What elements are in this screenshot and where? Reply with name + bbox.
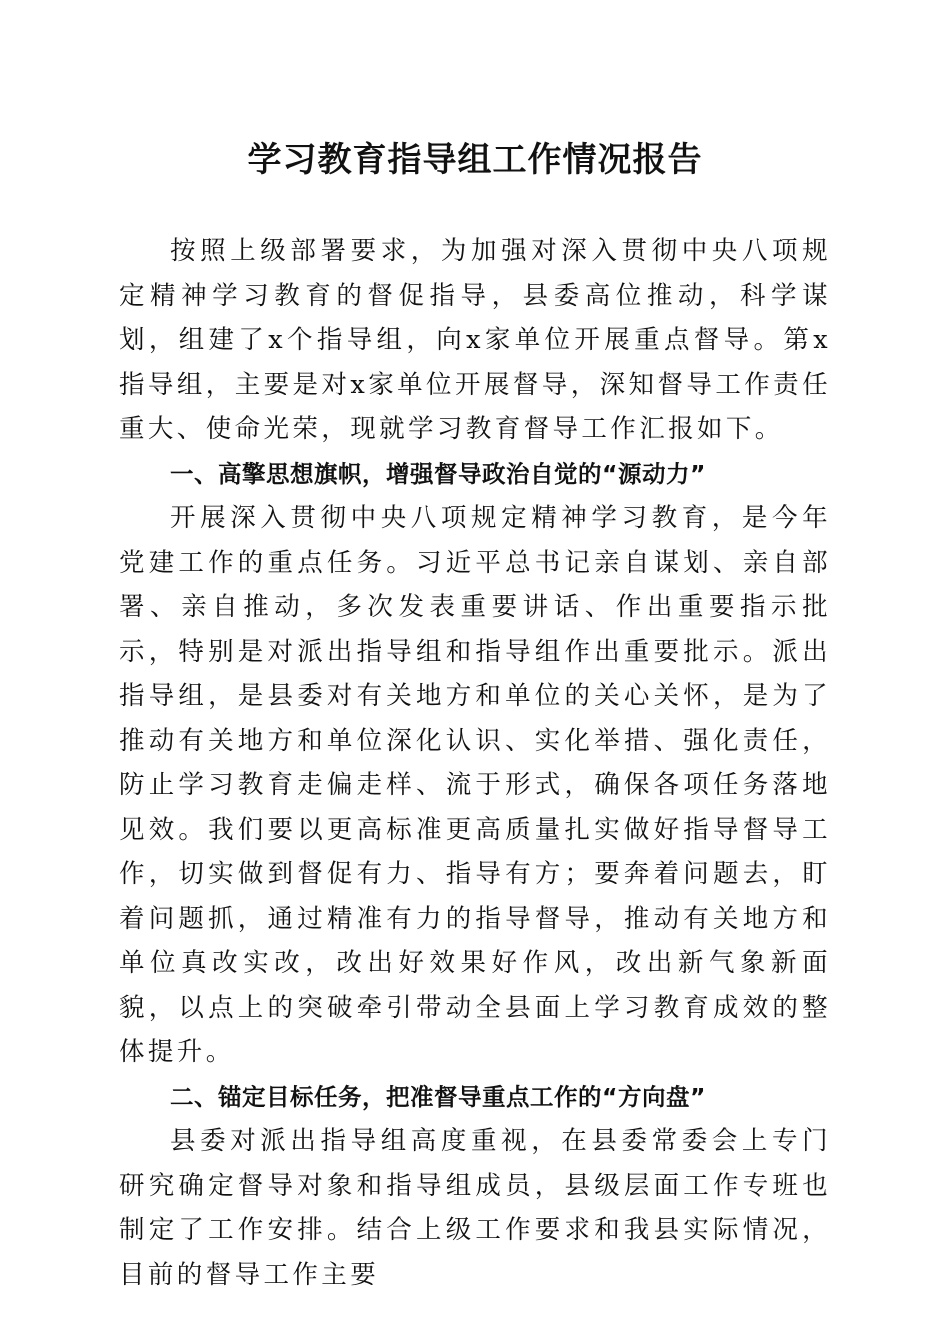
section-heading-1 xyxy=(119,452,831,497)
section-heading-2-text: 二、锚定目标任务，把准督导重点工作的“方向盘” xyxy=(170,1082,706,1111)
section-2-paragraph: 县委对派出指导组高度重视，在县委常委会上专门研究确定督导对象和指导组成员，县级层面工作专班也制定了工作安排。结合上级工作要求和我县实际情况，目前的督导工作主要 xyxy=(119,1126,831,1290)
section-1-paragraph: 开展深入贯彻中央八项规定精神学习教育，是今年党建工作的重点任务。习近平总书记亲自谋划、亲自部署、亲自推动，多次发表重要讲话、作出重要指示批示，特别是对派出指导组和指导组作出重要批示。派出指导组，是县委对有关地方和单位的关心关怀，是为了推动有关地方和单位深化认识、实化举措、强化责任，防止学习教育走偏走样、流于形式，确保各项任务落地见效。我们要以更高标准更高质量扎实做好指导督导工作，切实做到督促有力、指导有方；要奔着问题去，盯着问题抓，通过精准有力的指导督导，推动有关地方和单位真改实改，改出好效果好作风，改出新气象新面貌，以点上的突破牵引带动全县面上学习教育成效的整体提升。 xyxy=(119,503,831,1067)
document-body xyxy=(119,229,831,1297)
section-heading-2 xyxy=(119,1075,831,1120)
section-heading-1-text: 一、高擎思想旗帜，增强督导政治自觉的“源动力” xyxy=(170,459,706,488)
intro-paragraph: 按照上级部署要求，为加强对深入贯彻中央八项规定精神学习教育的督促指导，县委高位推动，科学谋划，组建了x个指导组，向x家单位开展重点督导。第x指导组，主要是对x家单位开展督导，深知督导工作责任重大、使命光荣，现就学习教育督导工作汇报如下。 xyxy=(119,236,831,444)
document-title: 学习教育指导组工作情况报告 xyxy=(247,140,703,180)
